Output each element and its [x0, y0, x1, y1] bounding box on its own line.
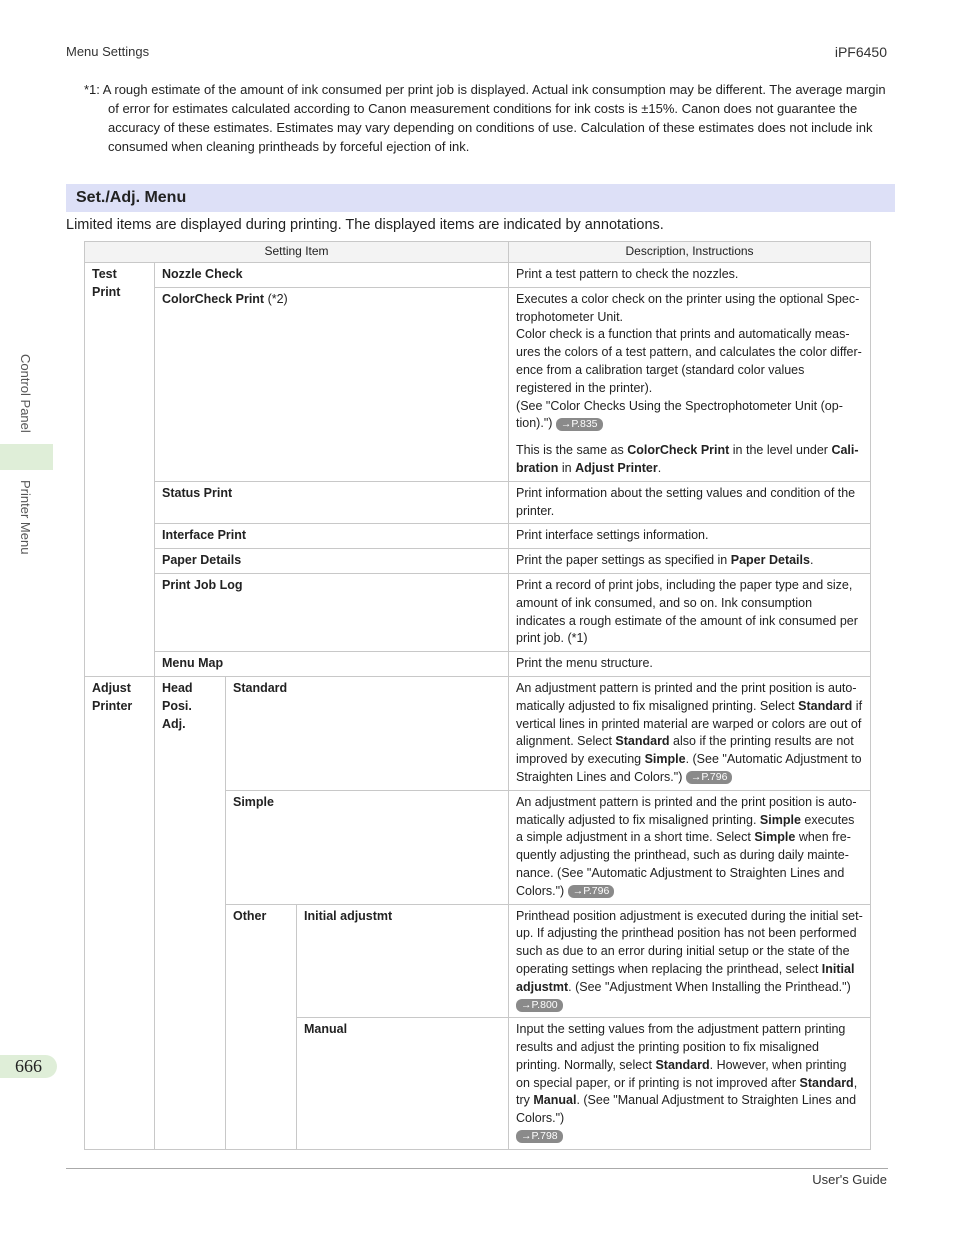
settings-table: [84, 241, 871, 1150]
text-run: executes a simple adjustment in a short time. Select: [516, 812, 855, 845]
item-print-job-log: Print Job Log: [155, 573, 509, 651]
item-manual: Manual: [297, 1018, 509, 1150]
table-row: [85, 524, 871, 549]
page-ref-link[interactable]: →P.835: [556, 418, 603, 431]
item-status-print: Status Print: [155, 481, 509, 524]
desc-interface-print: Print interface settings information.: [509, 524, 871, 549]
desc-colorcheck-print: [509, 287, 871, 481]
table-row: [85, 287, 871, 481]
item-paper-details: Paper Details: [155, 549, 509, 574]
table-header-row: [85, 242, 871, 263]
side-tab-highlight: [0, 444, 53, 470]
text-run: This is the same as: [516, 443, 628, 458]
text-run-bold: Simple: [644, 752, 686, 767]
group-other: Other: [226, 904, 297, 1149]
text-run: in: [558, 460, 576, 475]
text-run: , try: [516, 1075, 858, 1108]
desc-colorcheck-see: (See "Color Checks Using the Spectrophotometer Unit (option)."): [516, 398, 843, 431]
item-initial-adjustmt: Initial adjustmt: [297, 904, 509, 1018]
text-run: An adjustment pattern is printed and the print position is automatically adjusted to fix misaligned printing. Select: [516, 680, 857, 713]
desc-menu-map: Print the menu structure.: [509, 652, 871, 677]
text-run: .: [657, 460, 662, 475]
text-run: Printhead position adjustment is executed during the initial setup. If adjusting the printhead position has not been performed such as due to an error during initial setup or the state of the operating settings when replacing the printhead, select: [516, 908, 863, 976]
text-run-bold: Initial adjustmt: [516, 961, 855, 994]
item-colorcheck-note: (*2): [264, 291, 288, 306]
item-nozzle-check: Nozzle Check: [155, 262, 509, 287]
page-ref-link[interactable]: →P.796: [568, 885, 615, 898]
text-run-bold: Standard: [615, 734, 670, 749]
text-run: . (See "Adjustment When Installing the Printhead."): [568, 979, 851, 994]
running-header-model: iPF6450: [834, 44, 887, 60]
page-ref-link[interactable]: →P.798: [516, 1130, 563, 1143]
text-run-bold: Standard: [655, 1057, 710, 1072]
text-run-bold: Standard: [798, 698, 853, 713]
text-run-bold: Manual: [533, 1093, 577, 1108]
table-row: [85, 549, 871, 574]
footer-divider: [66, 1168, 888, 1169]
text-run-bold: Paper Details: [730, 553, 810, 568]
text-run: in the level under: [729, 443, 832, 458]
page-ref-link[interactable]: →P.796: [686, 771, 733, 784]
desc-simple: [509, 790, 871, 904]
text-run: when frequently adjusting the printhead, such as during daily maintenance. (See "Automatic Adjustment to Straighten Lines and Colors."): [516, 830, 851, 898]
side-tab-control-panel[interactable]: Control Panel: [18, 354, 33, 433]
desc-colorcheck-p3: [516, 398, 863, 434]
item-standard: Standard: [226, 676, 509, 790]
table-row: [85, 573, 871, 651]
text-run: Print the paper settings as specified in: [516, 553, 731, 568]
desc-print-job-log: Print a record of print jobs, including the paper type and size, amount of ink consumed, and so on. Ink consumption indicates a rough estimate of the amount of ink consumed per print job. (*1): [509, 573, 871, 651]
table-row: [85, 262, 871, 287]
item-simple: Simple: [226, 790, 509, 904]
desc-standard: [509, 676, 871, 790]
group-adjust-printer: Adjust Printer: [85, 676, 155, 1149]
group-head-posi-adj: Head Posi. Adj.: [155, 676, 226, 1149]
text-run-bold: Simple: [754, 830, 796, 845]
text-run: if vertical lines in printed material are warped or colors are out of alignment. Select: [516, 698, 863, 749]
text-run-bold: Calibration: [516, 443, 859, 475]
group-test-print: Test Print: [85, 262, 155, 676]
table-row: [85, 481, 871, 524]
text-run: An adjustment pattern is printed and the print position is automatically adjusted to fix misaligned printing.: [516, 794, 857, 827]
item-colorcheck-label: ColorCheck Print: [162, 291, 265, 306]
item-menu-map: Menu Map: [155, 652, 509, 677]
text-run-bold: Adjust Printer: [575, 460, 658, 475]
text-run: .: [809, 553, 814, 568]
text-run-bold: ColorCheck Print: [627, 443, 730, 458]
item-colorcheck-print: [155, 287, 509, 481]
desc-manual: [509, 1018, 871, 1150]
page-ref-link[interactable]: →P.800: [516, 999, 563, 1012]
text-run: . However, when printing on special paper, or if printing is not improved after: [516, 1057, 847, 1090]
text-run-bold: Simple: [759, 812, 801, 827]
page-number: 666: [0, 1055, 57, 1078]
section-title: Set./Adj. Menu: [66, 184, 895, 212]
footnote-ink-estimate: *1: A rough estimate of the amount of ink consumed per print job is displayed. Actual ink consumption may be different. The average margin of error for estimates calculated according to Canon measurement conditions for ink costs is ±15%. Canon does not guarantee the accuracy of these estimates. Estimates may vary depending on conditions of use. Calculation of these estimates does not include ink consumed when cleaning printheads by forceful ejection of ink.: [84, 82, 886, 154]
text-run: . (See "Manual Adjustment to Straighten Lines and Colors."): [516, 1093, 857, 1126]
section-intro: Limited items are displayed during printing. The displayed items are indicated by annotations.: [66, 217, 664, 233]
desc-nozzle-check: Print a test pattern to check the nozzles.: [509, 262, 871, 287]
desc-status-print: Print information about the setting values and condition of the printer.: [509, 481, 871, 524]
text-run: . (See "Automatic Adjustment to Straighten Lines and Colors."): [516, 752, 862, 784]
header-setting-item: Setting Item: [85, 242, 509, 263]
running-header-section: Menu Settings: [66, 44, 150, 59]
desc-colorcheck-p2: Color check is a function that prints and automatically measures the colors of a test pattern, and calculates the color difference from a calibration target (standard color values registered in the printer).: [516, 327, 862, 395]
desc-paper-details: [509, 549, 871, 574]
table-row: [85, 652, 871, 677]
text-run: also if the printing results are not improved by executing: [516, 734, 854, 767]
item-interface-print: Interface Print: [155, 524, 509, 549]
table-row: [85, 676, 871, 790]
side-tab-printer-menu[interactable]: Printer Menu: [18, 480, 33, 555]
text-run: Input the setting values from the adjustment pattern printing results and adjust the printing position to fix misaligned printing. Normally, select: [516, 1022, 846, 1072]
header-description: Description, Instructions: [509, 242, 871, 263]
footer-guide-title: User's Guide: [812, 1172, 887, 1187]
desc-initial-adjustmt: [509, 904, 871, 1018]
desc-colorcheck-p1: Executes a color check on the printer using the optional Spectrophotometer Unit.: [516, 291, 860, 324]
desc-colorcheck-p4: [516, 442, 863, 478]
text-run-bold: Standard: [799, 1075, 854, 1090]
